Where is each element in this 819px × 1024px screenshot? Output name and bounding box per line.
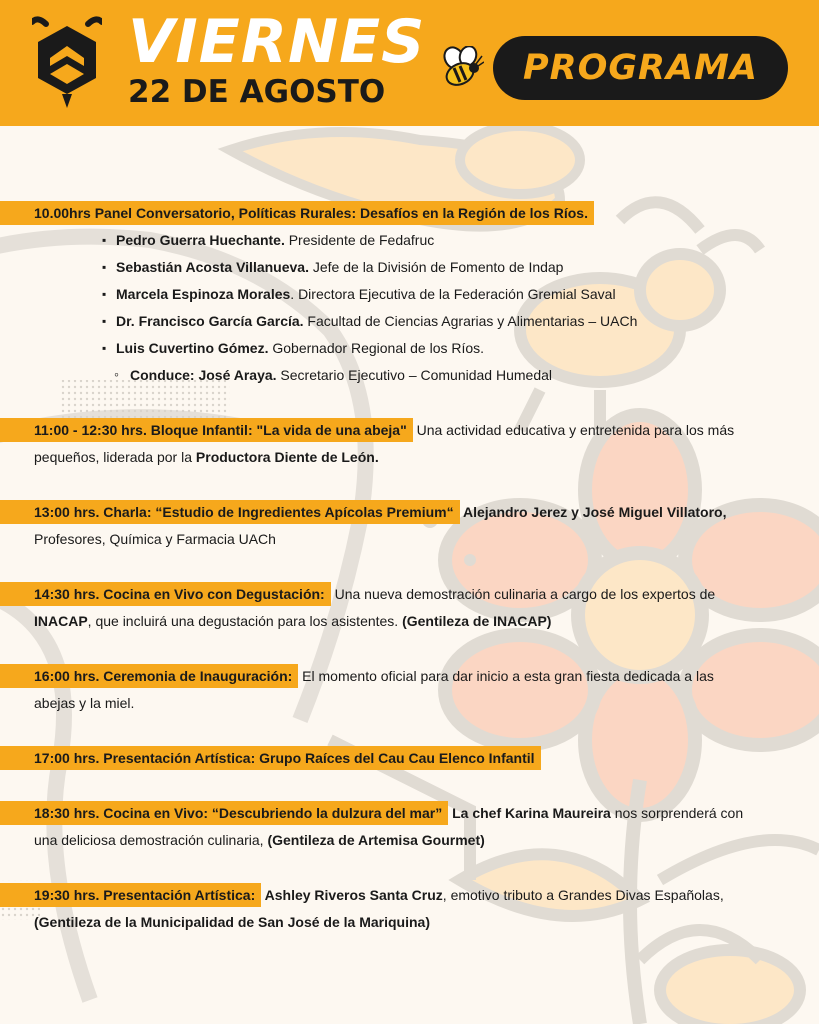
speaker-item: ▪ Luis Cuvertino Gómez. Gobernador Regional de los Ríos. (116, 339, 484, 357)
speaker-item: ▪ Marcela Espinoza Morales. Directora Ejecutiva de la Federación Gremial Saval (116, 285, 616, 303)
header-banner (0, 0, 819, 126)
speaker-item: ▪ Pedro Guerra Huechante. Presidente de Fedafruc (116, 231, 434, 249)
event-time-title: 17:00 hrs. Presentación Artística: Grupo Raíces del Cau Cau Elenco Infantil (0, 746, 541, 770)
event-presentacion-raices (34, 749, 541, 767)
bee-illustration-bottom (640, 930, 800, 1024)
event-description-line: pequeños, liderada por la Productora Diente de León. (34, 449, 379, 465)
event-time-title: 18:30 hrs. Cocina en Vivo: “Descubriendo la dulzura del mar” (0, 801, 448, 825)
event-day-title: VIERNES (128, 7, 426, 77)
moderator-item: ◦ Conduce: José Araya. Secretario Ejecutivo – Comunidad Humedal (130, 366, 552, 384)
event-description-line: (Gentileza de la Municipalidad de San José de la Mariquina) (34, 914, 430, 930)
speaker-item: ▪ Dr. Francisco García García. Facultad de Ciencias Agrarias y Alimentarias – UACh (116, 312, 637, 330)
programa-label: PROGRAMA (522, 48, 759, 88)
event-charla: 13:00 hrs. Charla: “Estudio de Ingredientes Apícolas Premium“ Alejandro Jerez y José Miguel Villatoro, (34, 503, 726, 521)
event-time-title: 13:00 hrs. Charla: “Estudio de Ingredientes Apícolas Premium“ (0, 500, 460, 524)
event-time-title: 11:00 - 12:30 hrs. Bloque Infantil: "La vida de una abeja" (0, 418, 413, 442)
event-cocina-degustacion: 14:30 hrs. Cocina en Vivo con Degustación: Una nueva demostración culinaria a cargo de los expertos de (34, 585, 715, 603)
programa-badge (493, 36, 788, 100)
event-ceremonia: 16:00 hrs. Ceremonia de Inauguración: El momento oficial para dar inicio a esta gran fiesta dedicada a las (34, 667, 714, 685)
event-description-line: Profesores, Química y Farmacia UACh (34, 531, 276, 547)
event-description-line: una deliciosa demostración culinaria, (Gentileza de Artemisa Gourmet) (34, 832, 485, 848)
event-time-title: 19:30 hrs. Presentación Artística: (0, 883, 261, 907)
event-bloque-infantil: 11:00 - 12:30 hrs. Bloque Infantil: "La vida de una abeja" Una actividad educativa y entretenida para los más (34, 421, 734, 439)
event-presentacion-ashley: 19:30 hrs. Presentación Artística: Ashley Riveros Santa Cruz, emotivo tributo a Grandes Divas Españolas, (34, 886, 724, 904)
event-time-title: 14:30 hrs. Cocina en Vivo con Degustación: (0, 582, 331, 606)
event-time-title: 16:00 hrs. Ceremonia de Inauguración: (0, 664, 298, 688)
bee-icon (438, 46, 484, 92)
event-description-line: INACAP, que incluirá una degustación para los asistentes. (Gentileza de INACAP) (34, 613, 552, 629)
event-time-title: 10.00hrs Panel Conversatorio, Políticas Rurales: Desafíos en la Región de los Ríos. (0, 201, 594, 225)
event-description-line: abejas y la miel. (34, 695, 135, 711)
event-date: 22 DE AGOSTO (128, 74, 386, 110)
bee-hexagon-logo-icon (32, 16, 102, 110)
event-cocina-en-vivo: 18:30 hrs. Cocina en Vivo: “Descubriendo la dulzura del mar” La chef Karina Maureira nos sorprenderá con (34, 804, 743, 822)
speaker-item: ▪ Sebastián Acosta Villanueva. Jefe de la División de Fomento de Indap (116, 258, 563, 276)
event-panel-heading (34, 204, 594, 222)
